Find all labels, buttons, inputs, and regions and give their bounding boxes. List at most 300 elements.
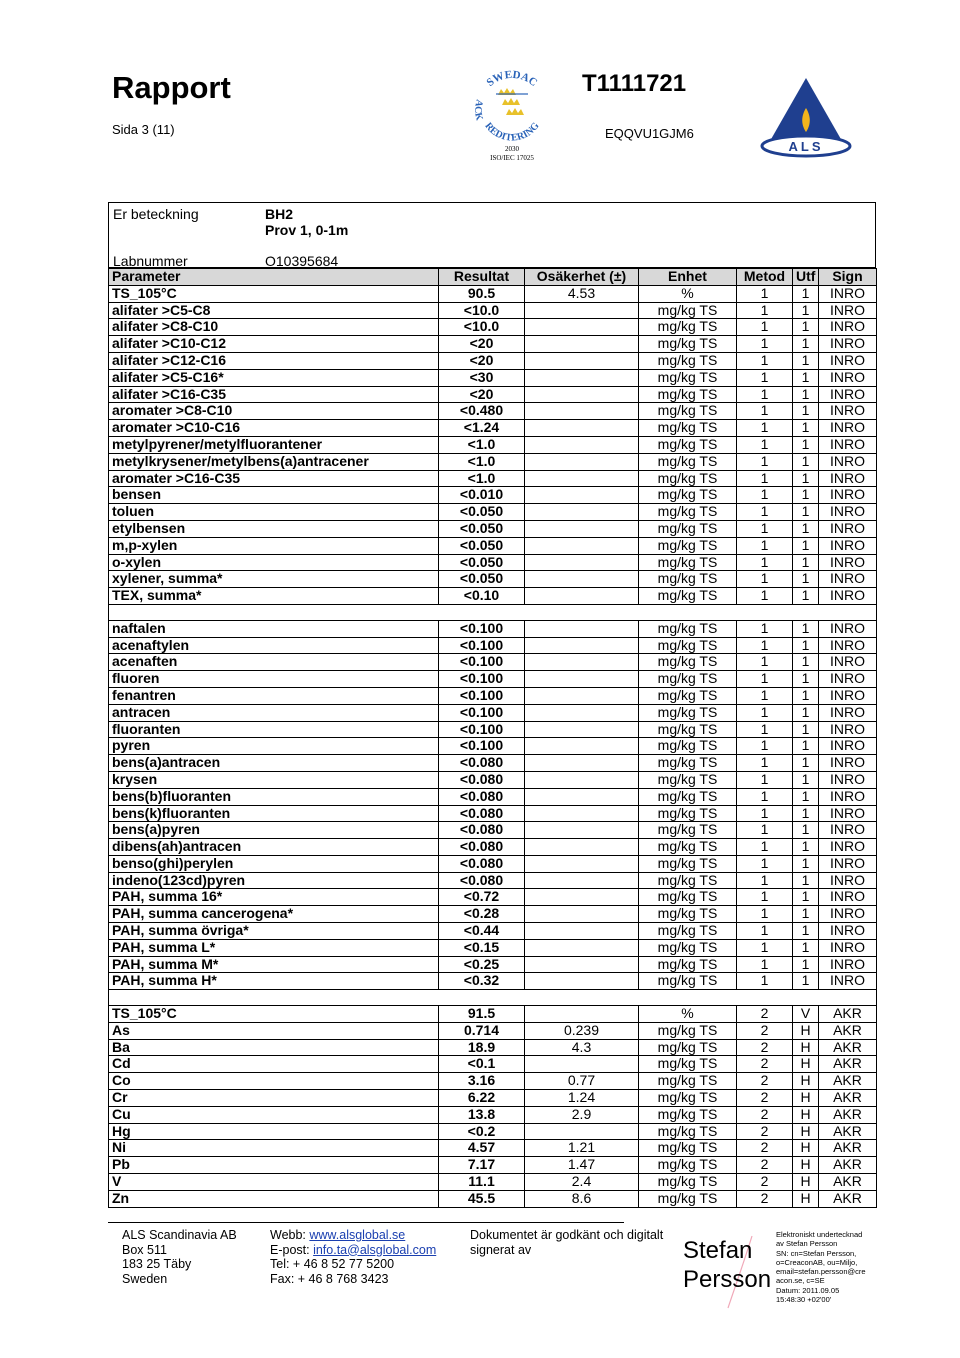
- email-link[interactable]: info.ta@alsglobal.com: [313, 1242, 437, 1257]
- cell-sign: INRO: [819, 755, 877, 772]
- cell-method: 1: [737, 537, 793, 554]
- table-row: [109, 1073, 877, 1090]
- cell-sign: INRO: [819, 403, 877, 420]
- cell-method: 1: [737, 939, 793, 956]
- cell-result: <0.100: [439, 721, 525, 738]
- signer-last-name: Persson: [683, 1266, 772, 1293]
- cell-utf: 1: [793, 352, 819, 369]
- cell-result: <0.15: [439, 939, 525, 956]
- table-row: [109, 369, 877, 386]
- cell-parameter: alifater >C16-C35: [109, 386, 439, 403]
- table-row: [109, 436, 877, 453]
- cell-utf: 1: [793, 923, 819, 940]
- cell-uncertainty: [525, 738, 639, 755]
- cell-result: <0.100: [439, 704, 525, 721]
- footer-company: [122, 1228, 237, 1286]
- accreditation-number-text: 2030: [505, 145, 519, 153]
- cell-sign: INRO: [819, 738, 877, 755]
- cell-utf: [793, 990, 819, 1006]
- cell-result: 6.22: [439, 1090, 525, 1107]
- cell-sign: AKR: [819, 1174, 877, 1191]
- cell-parameter: PAH, summa L*: [109, 939, 439, 956]
- accreditation-standard: ISO/IEC 17025: [490, 154, 534, 162]
- cell-result: <30: [439, 369, 525, 386]
- cell-parameter: As: [109, 1022, 439, 1039]
- cell-uncertainty: [525, 620, 639, 637]
- cell-method: 1: [737, 386, 793, 403]
- table-row: [109, 956, 877, 973]
- cell-unit: mg/kg TS: [639, 537, 737, 554]
- cell-unit: mg/kg TS: [639, 923, 737, 940]
- header-utf: Utf: [793, 269, 819, 286]
- cell-method: 1: [737, 637, 793, 654]
- cell-parameter: Co: [109, 1073, 439, 1090]
- approval-line-1: Dokumentet är godkänt och digitalt: [470, 1228, 664, 1242]
- cell-result: 7.17: [439, 1157, 525, 1174]
- cell-utf: 1: [793, 336, 819, 353]
- cell-uncertainty: 8.6: [525, 1190, 639, 1207]
- cell-utf: 1: [793, 788, 819, 805]
- cell-uncertainty: [525, 554, 639, 571]
- swedac-arc-bottom: REDITERING: [482, 120, 542, 144]
- cell-utf: H: [793, 1190, 819, 1207]
- table-row: [109, 504, 877, 521]
- cell-utf: 1: [793, 470, 819, 487]
- cell-result: <0.080: [439, 822, 525, 839]
- cell-utf: 1: [793, 822, 819, 839]
- cell-parameter: dibens(ah)antracen: [109, 839, 439, 856]
- cell-method: 1: [737, 654, 793, 671]
- cell-result: 4.57: [439, 1140, 525, 1157]
- cell-uncertainty: [525, 788, 639, 805]
- cell-utf: 1: [793, 956, 819, 973]
- cell-result: <0.050: [439, 520, 525, 537]
- cell-result: <0.480: [439, 403, 525, 420]
- cell-unit: mg/kg TS: [639, 822, 737, 839]
- cell-result: 45.5: [439, 1190, 525, 1207]
- cell-unit: mg/kg TS: [639, 369, 737, 386]
- cell-sign: INRO: [819, 420, 877, 437]
- cell-result: <0.2: [439, 1123, 525, 1140]
- cell-utf: 1: [793, 487, 819, 504]
- cell-result: 3.16: [439, 1073, 525, 1090]
- cell-method: 1: [737, 738, 793, 755]
- cell-sign: AKR: [819, 1140, 877, 1157]
- cell-unit: mg/kg TS: [639, 588, 737, 605]
- cell-sign: INRO: [819, 386, 877, 403]
- cell-unit: mg/kg TS: [639, 319, 737, 336]
- cell-result: <0.72: [439, 889, 525, 906]
- table-row: [109, 620, 877, 637]
- cell-parameter: krysen: [109, 771, 439, 788]
- table-row: [109, 973, 877, 990]
- digital-signature-details: [776, 1230, 876, 1304]
- cell-parameter: alifater >C12-C16: [109, 352, 439, 369]
- cell-parameter: fenantren: [109, 687, 439, 704]
- cell-uncertainty: [525, 420, 639, 437]
- table-row: [109, 855, 877, 872]
- cell-sign: INRO: [819, 470, 877, 487]
- cell-uncertainty: [525, 504, 639, 521]
- cell-result: 18.9: [439, 1039, 525, 1056]
- cell-unit: mg/kg TS: [639, 571, 737, 588]
- cell-utf: 1: [793, 906, 819, 923]
- cell-parameter: Cd: [109, 1056, 439, 1073]
- cell-utf: H: [793, 1123, 819, 1140]
- cell-method: 2: [737, 1073, 793, 1090]
- cell-method: 2: [737, 1039, 793, 1056]
- table-row: [109, 1056, 877, 1073]
- cell-sign: INRO: [819, 453, 877, 470]
- cell-result: <0.080: [439, 805, 525, 822]
- cell-utf: H: [793, 1157, 819, 1174]
- signer-first-name: Stefan: [683, 1237, 753, 1264]
- header-sign: Sign: [819, 269, 877, 286]
- cell-uncertainty: [525, 520, 639, 537]
- cell-utf: H: [793, 1073, 819, 1090]
- cell-utf: 1: [793, 453, 819, 470]
- company-city: 183 25 Täby: [122, 1257, 192, 1271]
- cell-parameter: Ni: [109, 1140, 439, 1157]
- cell-uncertainty: 0.77: [525, 1073, 639, 1090]
- table-row: [109, 889, 877, 906]
- cell-method: [737, 604, 793, 620]
- cell-sign: [819, 990, 877, 1006]
- cell-parameter: m,p-xylen: [109, 537, 439, 554]
- cell-utf: H: [793, 1090, 819, 1107]
- cell-parameter: Hg: [109, 1123, 439, 1140]
- table-row: [109, 1190, 877, 1207]
- cell-uncertainty: [525, 839, 639, 856]
- swedac-arc-top: SWEDAC: [484, 68, 540, 89]
- cell-sign: INRO: [819, 687, 877, 704]
- cell-result: <0.28: [439, 906, 525, 923]
- table-row: [109, 755, 877, 772]
- cell-uncertainty: [525, 939, 639, 956]
- signature-meta-line: acon.se, c=SE: [776, 1276, 825, 1286]
- cell-method: 1: [737, 571, 793, 588]
- signature-meta-line: o=CreaconAB, ou=Miljo,: [776, 1257, 858, 1267]
- signer-name: [683, 1236, 771, 1294]
- cell-result: [439, 990, 525, 1006]
- table-row: [109, 671, 877, 688]
- cell-uncertainty: [525, 906, 639, 923]
- cell-method: 1: [737, 352, 793, 369]
- cell-result: <0.050: [439, 571, 525, 588]
- three-crowns-icon: [496, 88, 528, 115]
- table-row: [109, 336, 877, 353]
- cell-method: 1: [737, 453, 793, 470]
- cell-unit: mg/kg TS: [639, 520, 737, 537]
- cell-parameter: PAH, summa 16*: [109, 889, 439, 906]
- table-row: [109, 704, 877, 721]
- cell-parameter: PAH, summa H*: [109, 973, 439, 990]
- table-row: [109, 654, 877, 671]
- cell-method: 1: [737, 788, 793, 805]
- cell-parameter: toluen: [109, 504, 439, 521]
- cell-uncertainty: [525, 470, 639, 487]
- svg-text:REDITERING: [482, 120, 541, 143]
- footer-approval: [470, 1228, 663, 1257]
- cell-utf: 1: [793, 721, 819, 738]
- cell-unit: mg/kg TS: [639, 1157, 737, 1174]
- cell-result: <0.080: [439, 788, 525, 805]
- header-parameter: Parameter: [109, 269, 439, 286]
- cell-sign: INRO: [819, 487, 877, 504]
- als-logo: [760, 74, 852, 160]
- cell-method: [737, 990, 793, 1006]
- cell-parameter: TS_105°C: [109, 285, 439, 302]
- cell-result: [439, 604, 525, 620]
- cell-uncertainty: [525, 403, 639, 420]
- table-row: [109, 554, 877, 571]
- table-row: [109, 520, 877, 537]
- cell-unit: mg/kg TS: [639, 302, 737, 319]
- lab-number-label: Labnummer: [113, 253, 188, 269]
- cell-result: <20: [439, 352, 525, 369]
- cell-unit: mg/kg TS: [639, 453, 737, 470]
- cell-unit: mg/kg TS: [639, 1073, 737, 1090]
- signature-meta-line: Datum: 2011.09.05: [776, 1285, 840, 1295]
- cell-sign: INRO: [819, 906, 877, 923]
- cell-utf: 1: [793, 571, 819, 588]
- table-row: [109, 906, 877, 923]
- table-row: [109, 805, 877, 822]
- cell-uncertainty: 0.239: [525, 1022, 639, 1039]
- table-row: [109, 352, 877, 369]
- cell-unit: [639, 990, 737, 1006]
- cell-uncertainty: [525, 1056, 639, 1073]
- fax-number: Fax: + 46 8 768 3423: [270, 1271, 389, 1286]
- cell-uncertainty: [525, 604, 639, 620]
- cell-sign: AKR: [819, 1106, 877, 1123]
- cell-utf: 1: [793, 436, 819, 453]
- table-row: [109, 470, 877, 487]
- cell-utf: H: [793, 1039, 819, 1056]
- cell-uncertainty: 4.3: [525, 1039, 639, 1056]
- table-row: [109, 872, 877, 889]
- table-row: [109, 386, 877, 403]
- cell-unit: mg/kg TS: [639, 1106, 737, 1123]
- cell-sign: INRO: [819, 872, 877, 889]
- cell-uncertainty: [525, 671, 639, 688]
- cell-result: <0.10: [439, 588, 525, 605]
- cell-utf: 1: [793, 939, 819, 956]
- cell-unit: mg/kg TS: [639, 403, 737, 420]
- cell-utf: 1: [793, 302, 819, 319]
- cell-sign: AKR: [819, 1123, 877, 1140]
- cell-unit: mg/kg TS: [639, 788, 737, 805]
- cell-uncertainty: [525, 889, 639, 906]
- cell-method: 1: [737, 504, 793, 521]
- cell-parameter: acenaften: [109, 654, 439, 671]
- cell-sign: INRO: [819, 721, 877, 738]
- cell-method: 1: [737, 336, 793, 353]
- cell-result: <0.080: [439, 872, 525, 889]
- cell-uncertainty: [525, 319, 639, 336]
- table-row: [109, 1157, 877, 1174]
- cell-method: 1: [737, 872, 793, 889]
- cell-method: 1: [737, 721, 793, 738]
- swedac-arc-left: ACK: [472, 98, 485, 122]
- cell-uncertainty: [525, 302, 639, 319]
- report-number: T1111721: [582, 70, 687, 97]
- cell-uncertainty: [525, 855, 639, 872]
- cell-utf: 1: [793, 872, 819, 889]
- cell-result: <1.0: [439, 453, 525, 470]
- cell-unit: mg/kg TS: [639, 704, 737, 721]
- web-link[interactable]: www.alsglobal.se: [309, 1228, 406, 1242]
- cell-utf: 1: [793, 855, 819, 872]
- cell-parameter: alifater >C10-C12: [109, 336, 439, 353]
- cell-method: 1: [737, 889, 793, 906]
- cell-uncertainty: [525, 571, 639, 588]
- table-row: [109, 721, 877, 738]
- cell-utf: H: [793, 1140, 819, 1157]
- cell-method: 2: [737, 1090, 793, 1107]
- cell-uncertainty: 1.47: [525, 1157, 639, 1174]
- cell-unit: mg/kg TS: [639, 738, 737, 755]
- cell-unit: mg/kg TS: [639, 436, 737, 453]
- cell-utf: 1: [793, 671, 819, 688]
- accreditation-number: [462, 145, 562, 163]
- cell-utf: 1: [793, 554, 819, 571]
- table-row: [109, 420, 877, 437]
- cell-parameter: [109, 604, 439, 620]
- web-label: Webb:: [270, 1228, 310, 1242]
- cell-result: <0.100: [439, 620, 525, 637]
- cell-unit: mg/kg TS: [639, 386, 737, 403]
- company-name: ALS Scandinavia AB: [122, 1228, 237, 1242]
- signature-meta-line: 15:48:30 +02'00': [776, 1295, 832, 1305]
- cell-method: 1: [737, 588, 793, 605]
- table-row: [109, 604, 877, 620]
- cell-sign: INRO: [819, 889, 877, 906]
- cell-unit: mg/kg TS: [639, 721, 737, 738]
- table-row: [109, 738, 877, 755]
- table-row: [109, 1090, 877, 1107]
- cell-method: 1: [737, 805, 793, 822]
- cell-parameter: o-xylen: [109, 554, 439, 571]
- lab-number-value: O10395684: [265, 253, 339, 269]
- cell-sign: AKR: [819, 1022, 877, 1039]
- cell-method: 2: [737, 1140, 793, 1157]
- cell-parameter: alifater >C8-C10: [109, 319, 439, 336]
- cell-uncertainty: [525, 1006, 639, 1023]
- cell-utf: 1: [793, 537, 819, 554]
- cell-sign: INRO: [819, 923, 877, 940]
- als-logo-text: ALS: [788, 139, 824, 154]
- table-row: [109, 1006, 877, 1023]
- cell-result: <0.050: [439, 537, 525, 554]
- cell-sign: INRO: [819, 520, 877, 537]
- cell-method: 1: [737, 285, 793, 302]
- approval-line-2: signerat av: [470, 1242, 532, 1257]
- cell-parameter: TS_105°C: [109, 1006, 439, 1023]
- cell-result: 13.8: [439, 1106, 525, 1123]
- cell-sign: INRO: [819, 839, 877, 856]
- cell-sign: INRO: [819, 771, 877, 788]
- cell-utf: 1: [793, 403, 819, 420]
- cell-method: 2: [737, 1006, 793, 1023]
- cell-method: 1: [737, 487, 793, 504]
- cell-utf: H: [793, 1106, 819, 1123]
- cell-parameter: Ba: [109, 1039, 439, 1056]
- signature-meta-line: SN: cn=Stefan Persson,: [776, 1248, 857, 1258]
- cell-utf: 1: [793, 369, 819, 386]
- cell-method: 1: [737, 973, 793, 990]
- cell-result: <0.100: [439, 654, 525, 671]
- cell-uncertainty: [525, 453, 639, 470]
- cell-utf: H: [793, 1056, 819, 1073]
- cell-parameter: pyren: [109, 738, 439, 755]
- cell-parameter: xylener, summa*: [109, 571, 439, 588]
- cell-method: 1: [737, 620, 793, 637]
- cell-parameter: fluoren: [109, 671, 439, 688]
- cell-utf: [793, 604, 819, 620]
- table-row: [109, 839, 877, 856]
- cell-unit: [639, 604, 737, 620]
- sample-info-box: [108, 202, 876, 268]
- cell-utf: 1: [793, 771, 819, 788]
- cell-result: <0.100: [439, 687, 525, 704]
- cell-parameter: benso(ghi)perylen: [109, 855, 439, 872]
- cell-parameter: aromater >C16-C35: [109, 470, 439, 487]
- cell-sign: AKR: [819, 1006, 877, 1023]
- cell-uncertainty: [525, 872, 639, 889]
- signature-meta-line: av Stefan Persson: [776, 1239, 838, 1249]
- cell-parameter: PAH, summa M*: [109, 956, 439, 973]
- cell-unit: mg/kg TS: [639, 906, 737, 923]
- cell-unit: mg/kg TS: [639, 805, 737, 822]
- cell-uncertainty: [525, 822, 639, 839]
- cell-method: 1: [737, 771, 793, 788]
- cell-sign: AKR: [819, 1190, 877, 1207]
- cell-unit: mg/kg TS: [639, 1140, 737, 1157]
- cell-sign: INRO: [819, 620, 877, 637]
- cell-uncertainty: 1.21: [525, 1140, 639, 1157]
- svg-text:SWEDAC: [484, 69, 539, 89]
- table-row: [109, 487, 877, 504]
- cell-sign: AKR: [819, 1073, 877, 1090]
- cell-result: <1.24: [439, 420, 525, 437]
- cell-result: <0.100: [439, 637, 525, 654]
- cell-unit: mg/kg TS: [639, 352, 737, 369]
- company-country: Sweden: [122, 1271, 168, 1286]
- cell-uncertainty: [525, 654, 639, 671]
- table-row: [109, 1106, 877, 1123]
- table-row: [109, 285, 877, 302]
- cell-method: 1: [737, 420, 793, 437]
- table-row: [109, 822, 877, 839]
- cell-unit: mg/kg TS: [639, 973, 737, 990]
- cell-parameter: fluoranten: [109, 721, 439, 738]
- cell-sign: INRO: [819, 504, 877, 521]
- cell-parameter: antracen: [109, 704, 439, 721]
- cell-parameter: aromater >C8-C10: [109, 403, 439, 420]
- cell-unit: mg/kg TS: [639, 755, 737, 772]
- cell-method: 1: [737, 687, 793, 704]
- cell-sign: INRO: [819, 554, 877, 571]
- cell-uncertainty: [525, 771, 639, 788]
- cell-sign: INRO: [819, 537, 877, 554]
- table-row: [109, 571, 877, 588]
- cell-sign: INRO: [819, 956, 877, 973]
- cell-uncertainty: [525, 805, 639, 822]
- table-row: [109, 403, 877, 420]
- cell-method: 1: [737, 671, 793, 688]
- cell-unit: mg/kg TS: [639, 1022, 737, 1039]
